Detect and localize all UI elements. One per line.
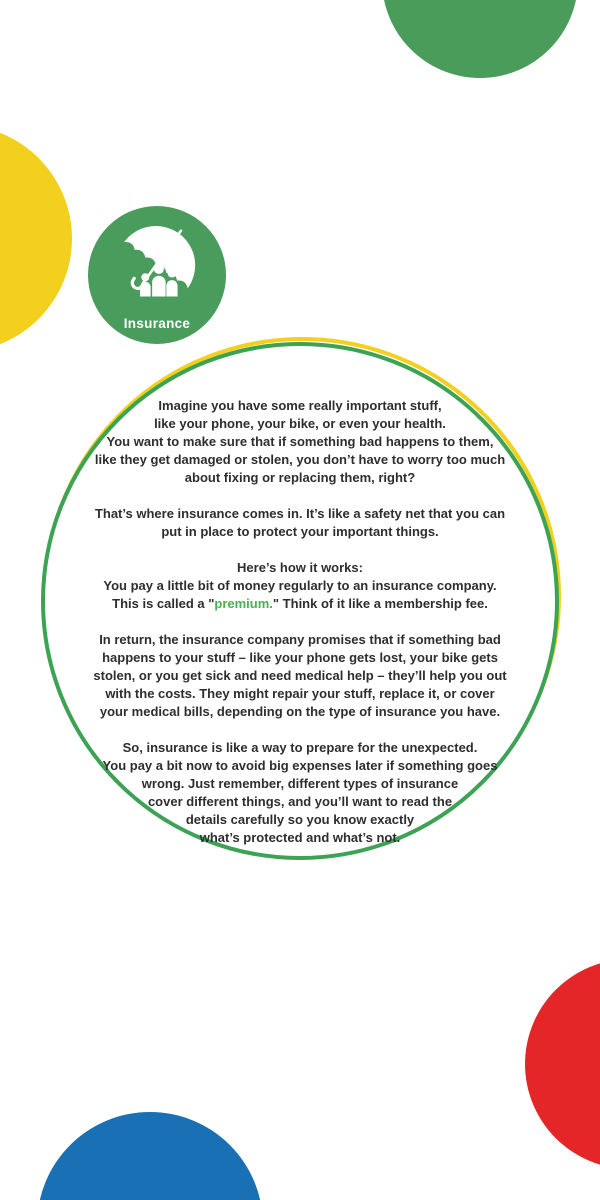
text-line: You pay a bit now to avoid big expenses later if something goes: [102, 758, 498, 773]
text-line: cover different things, and you’ll want to read the: [147, 794, 453, 809]
text-segment: This is called a ": [112, 596, 215, 611]
insurance-description: [60, 397, 540, 847]
text-line-premium: [60, 595, 540, 613]
text-line: In return, the insurance company promises that if something bad: [99, 632, 501, 647]
text-line: wrong. Just remember, different types of insurance: [141, 776, 459, 791]
text-line: put in place to protect your important things.: [161, 524, 439, 539]
text-line: with the costs. They might repair your stuff, replace it, or cover: [105, 686, 495, 701]
paragraph-safety-net: [60, 505, 540, 541]
decor-circle-top-right: [382, 0, 578, 78]
decor-circle-bottom-right: [525, 959, 600, 1169]
insurance-badge-label: Insurance: [123, 316, 191, 331]
text-line: like your phone, your bike, or even your health.: [154, 416, 446, 431]
text-line: details carefully so you know exactly: [185, 812, 415, 827]
paragraph-summary: [60, 739, 540, 847]
text-segment: " Think of it like a membership fee.: [272, 596, 488, 611]
text-line: happens to your stuff – like your phone gets lost, your bike gets: [102, 650, 498, 665]
umbrella-family-icon: [110, 217, 204, 303]
text-line: You pay a little bit of money regularly to an insurance company.: [103, 578, 497, 593]
text-line: Here’s how it works:: [237, 560, 363, 575]
paragraph-in-return: [60, 631, 540, 721]
paragraph-intro: [60, 397, 540, 487]
text-line: Imagine you have some really important stuff,: [158, 398, 442, 413]
text-line: what’s protected and what’s not.: [199, 830, 401, 845]
premium-highlight: premium.: [214, 596, 273, 611]
text-line: So, insurance is like a way to prepare for the unexpected.: [122, 740, 478, 755]
text-line: stolen, or you get sick and need medical help – they’ll help you out: [93, 668, 507, 683]
paragraph-how-it-works: [60, 559, 540, 613]
insurance-badge: [88, 206, 226, 344]
text-line: You want to make sure that if something bad happens to them,: [106, 434, 494, 449]
decor-circle-left: [0, 125, 72, 352]
decor-circle-bottom: [37, 1112, 263, 1200]
text-line: your medical bills, depending on the type of insurance you have.: [99, 704, 501, 719]
text-line: That’s where insurance comes in. It’s like a safety net that you can: [94, 506, 506, 521]
text-line: like they get damaged or stolen, you don’t have to worry too much: [94, 452, 506, 467]
text-line: about fixing or replacing them, right?: [184, 470, 416, 485]
